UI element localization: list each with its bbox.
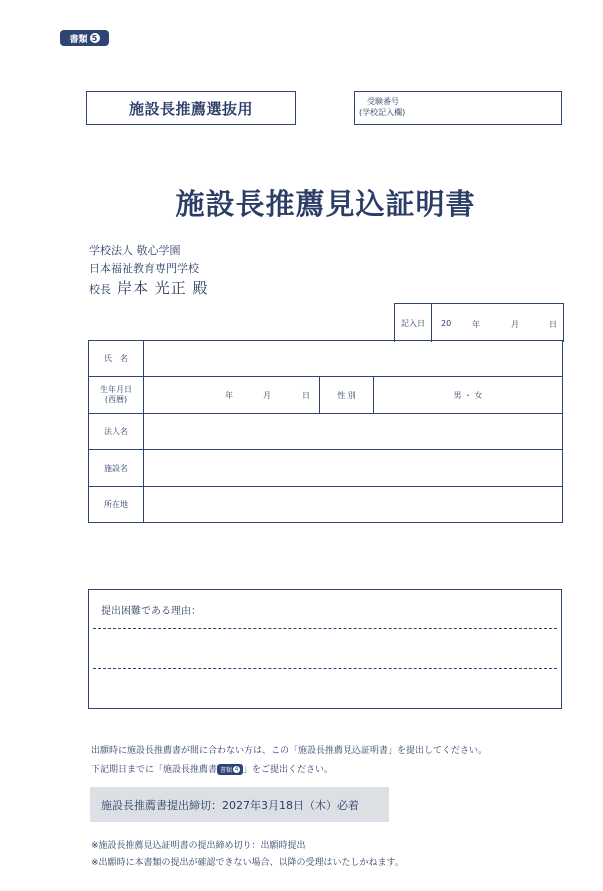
exam-number-box[interactable]: [354, 91, 562, 125]
deadline-box: 施設長推薦書提出締切：2027年3月18日（木）必着: [90, 787, 389, 822]
exam-number-label: 受験番号: [367, 97, 399, 106]
entry-date-century: 20: [441, 319, 452, 328]
document-title: 施設長推薦見込証明書: [175, 187, 476, 221]
entry-date-year-unit: 年: [472, 320, 480, 329]
school-corporation: 学校法人 敬心学園: [89, 244, 181, 257]
facility-label: 施設名: [89, 450, 144, 487]
badge-number: 5: [90, 33, 100, 43]
reason-line-1: [93, 628, 557, 629]
corporation-label: 法人名: [89, 414, 144, 450]
notice-line-2: [91, 762, 333, 775]
row-facility: [89, 450, 563, 487]
reason-label: 提出困難である理由：: [101, 606, 201, 617]
birthdate-field[interactable]: [144, 377, 320, 414]
address-label: 所在地: [89, 487, 144, 523]
mini-badge-label: 書類: [220, 767, 233, 774]
name-label: 氏 名: [89, 341, 144, 377]
gender-label: 性 別: [320, 377, 374, 414]
school-name: 日本福祉教育専門学校: [89, 262, 199, 275]
entry-date-day-unit: 日: [549, 320, 557, 329]
birthdate-label: [89, 377, 144, 414]
principal-line: [89, 277, 209, 298]
name-field[interactable]: [144, 341, 563, 377]
footnote-2: ※出願時に本書類の提出が確認できない場合、以降の受理はいたしかねます。: [91, 858, 404, 868]
birth-day-unit: 日: [302, 391, 310, 400]
notice-line-2-start: 下記期日までに「施設長推薦書: [91, 765, 218, 775]
facility-field[interactable]: [144, 450, 563, 487]
birth-month-unit: 月: [263, 391, 271, 400]
birthdate-label-main: 生年月日: [100, 385, 132, 394]
notice-line-1: 出願時に施設長推薦書が間に合わない方は、この「施設長推薦見込証明書」を提出してください。: [91, 746, 488, 756]
badge-label: 書類: [69, 34, 88, 45]
applicant-form-table: [88, 340, 563, 523]
selection-type-box: 施設長推薦選抜用: [86, 91, 296, 125]
address-field[interactable]: [144, 487, 563, 523]
entry-date-label: 記入日: [395, 304, 432, 342]
row-corporation: [89, 414, 563, 450]
document-4-badge: [217, 764, 243, 775]
reason-line-2: [93, 668, 557, 669]
principal-label: 校長: [89, 283, 111, 296]
entry-date-row[interactable]: [394, 303, 564, 342]
reason-box[interactable]: [88, 589, 562, 709]
birthdate-label-sub: (西暦): [104, 395, 128, 404]
corporation-field[interactable]: [144, 414, 563, 450]
mini-badge-number: 4: [234, 766, 239, 773]
principal-name: 岸本 光正 殿: [117, 279, 209, 297]
row-birthdate: [89, 377, 563, 414]
entry-date-month-unit: 月: [511, 320, 519, 329]
notice-line-2-end: 」をご提出ください。: [243, 765, 334, 775]
exam-number-note: (学校記入欄): [359, 108, 406, 117]
footnote-1: ※施設長推薦見込証明書の提出締め切り：出願時提出: [91, 841, 306, 851]
birth-year-unit: 年: [225, 391, 233, 400]
row-address: [89, 487, 563, 523]
row-name: [89, 341, 563, 377]
gender-options[interactable]: 男 ・ 女: [374, 377, 563, 414]
document-badge: [60, 30, 109, 46]
